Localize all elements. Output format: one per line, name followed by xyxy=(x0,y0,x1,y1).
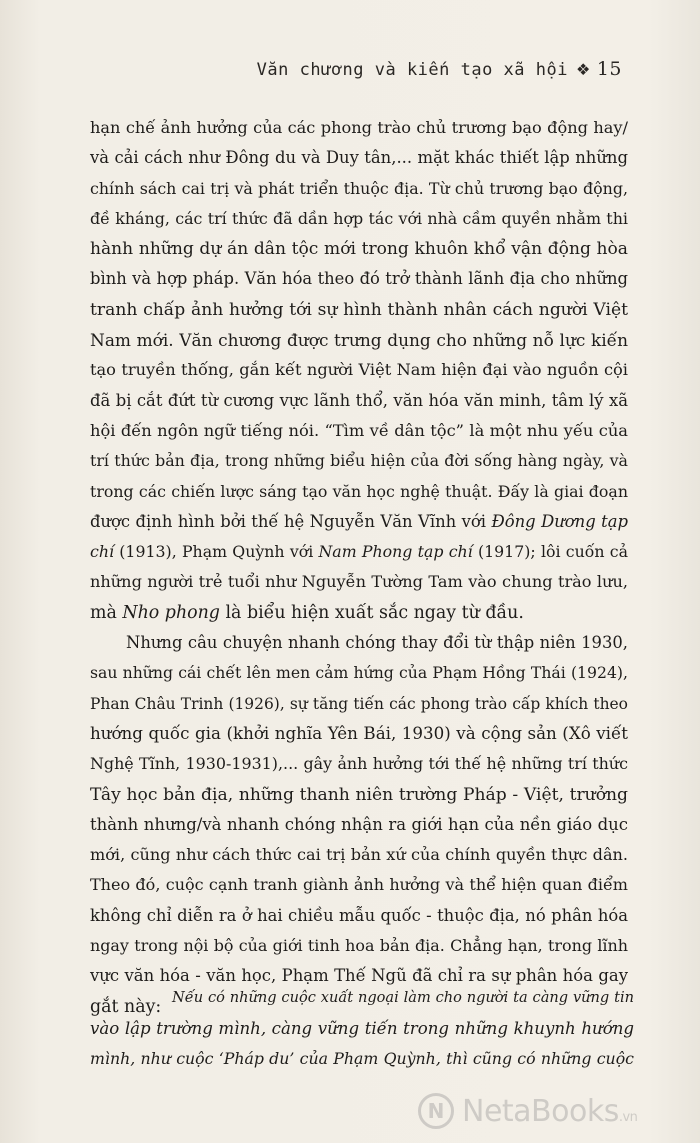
text-line xyxy=(90,416,628,446)
page-number: 15 xyxy=(596,58,622,80)
text-run: hạn chế ảnh hưởng của các phong trào chủ trương bạo động hay/ xyxy=(90,118,628,137)
italic-title: Đông Dương tạp xyxy=(491,511,628,531)
text-line xyxy=(90,658,628,688)
text-line xyxy=(90,780,628,810)
text-line xyxy=(90,204,628,234)
text-run: đề kháng, các trí thức đã dần hợp tác với nhà cầm quyền nhằm thi xyxy=(90,208,628,228)
text-run: và cải cách như Đông du và Duy tân,... mặt khác thiết lập những xyxy=(90,148,628,168)
text-run: Nghệ Tĩnh, 1930-1931),... gây ảnh hưởng tới thế hệ những trí thức xyxy=(90,754,628,774)
text-line xyxy=(90,931,628,961)
block-quote xyxy=(90,983,634,1075)
text-line xyxy=(90,386,628,416)
text-run: (1917); lôi cuốn cả xyxy=(472,542,629,562)
text-run: hành những dự án dân tộc mới trong khuôn khổ vận động hòa xyxy=(90,239,628,260)
text-line xyxy=(90,264,628,294)
quote-line: Nếu có những cuộc xuất ngoại làm cho người ta càng vững tin xyxy=(172,989,634,1006)
text-run: được định hình bởi thế hệ Nguyễn Văn Vĩnh với xyxy=(90,511,492,531)
watermark-brand: NetaBooks xyxy=(462,1093,619,1129)
ornament-icon: ❖ xyxy=(575,60,591,79)
watermark-text xyxy=(462,1094,637,1129)
text-run: đã bị cắt đứt từ cương vực lãnh thổ, văn hóa văn minh, tâm lý xã xyxy=(90,390,628,410)
text-run: là biểu hiện xuất sắc ngay từ đầu. xyxy=(219,602,524,623)
watermark-suffix: .vn xyxy=(618,1109,638,1125)
text-line xyxy=(90,840,628,870)
netabooks-logo-icon: N xyxy=(418,1093,454,1129)
text-run: trong các chiến lược sáng tạo văn học nghệ thuật. Đấy là giai đoạn xyxy=(90,481,628,501)
text-line xyxy=(90,689,628,719)
watermark xyxy=(418,1089,637,1133)
text-run: Nam mới. Văn chương được trưng dụng cho những nỗ lực kiến xyxy=(90,330,628,351)
text-run: hướng quốc gia (khởi nghĩa Yên Bái, 1930) và cộng sản (Xô viết xyxy=(90,723,628,743)
text-line xyxy=(90,325,628,355)
text-line xyxy=(90,507,628,537)
text-line xyxy=(90,749,628,779)
text-line xyxy=(90,870,628,900)
text-run: không chỉ diễn ra ở hai chiều mẫu quốc - thuộc địa, nó phân hóa xyxy=(90,905,628,925)
text-run: Tây học bản địa, những thanh niên trường Pháp - Việt, trưởng xyxy=(90,784,628,805)
text-line xyxy=(90,234,628,264)
text-run: sau những cái chết lên men cảm hứng của Phạm Hồng Thái (1924), xyxy=(90,663,628,683)
text-run: (1913), Phạm Quỳnh với xyxy=(114,542,319,562)
text-run: mới, cũng như cách thức cai trị bản xứ của chính quyền thực dân. xyxy=(90,845,628,865)
text-run: tranh chấp ảnh hưởng tới sự hình thành nhân cách người Việt xyxy=(90,299,628,320)
text-line xyxy=(90,810,628,840)
text-line xyxy=(90,295,628,325)
text-line xyxy=(90,537,628,567)
text-line xyxy=(90,113,628,143)
text-run: tạo truyền thống, gắn kết người Việt Nam hiện đại vào nguồn cội xyxy=(90,360,628,380)
text-line xyxy=(90,628,628,658)
text-run: bình và hợp pháp. Văn hóa theo đó trở thành lãnh địa cho những xyxy=(90,269,628,289)
text-line xyxy=(90,901,628,931)
text-line xyxy=(90,446,628,476)
text-run: mà xyxy=(90,602,123,623)
text-line xyxy=(90,719,628,749)
text-run: trí thức bản địa, trong những biểu hiện của đời sống hàng ngày, và xyxy=(90,451,628,471)
text-run: Phan Châu Trinh (1926), sự tăng tiến các phong trào cấp khích theo xyxy=(90,694,628,713)
text-line xyxy=(90,143,628,173)
text-run: hội đến ngôn ngữ tiếng nói. “Tìm về dân tộc” là một nhu yếu của xyxy=(90,420,628,440)
quote-line: vào lập trường mình, càng vững tiến trong những khuynh hướng xyxy=(90,1018,634,1038)
italic-title: Nho phong xyxy=(122,602,220,623)
text-line xyxy=(90,598,628,628)
text-run: vực văn hóa - văn học, Phạm Thế Ngũ đã chỉ ra sự phân hóa gay xyxy=(90,966,628,986)
body-text xyxy=(90,113,628,1022)
text-run: chính sách cai trị và phát triển thuộc địa. Từ chủ trương bạo động, xyxy=(90,178,628,198)
text-line xyxy=(90,477,628,507)
quote-line: mình, như cuộc ‘Pháp du’ của Phạm Quỳnh, thì cũng có những cuộc xyxy=(90,1049,634,1068)
running-header xyxy=(257,58,622,80)
text-line xyxy=(90,174,628,204)
text-line xyxy=(90,355,628,385)
text-run: ngay trong nội bộ của giới tinh hoa bản địa. Chẳng hạn, trong lĩnh xyxy=(90,936,628,956)
text-run: thành nhưng/và nhanh chóng nhận ra giới hạn của nền giáo dục xyxy=(90,814,628,834)
chapter-title: Văn chương và kiến tạo xã hội xyxy=(256,60,568,80)
text-line xyxy=(90,567,628,597)
italic-title: Nam Phong tạp chí xyxy=(318,542,473,562)
text-run: những người trẻ tuổi như Nguyễn Tường Tam vào chung trào lưu, xyxy=(90,572,628,592)
italic-title: chí xyxy=(90,542,115,562)
text-run: Nhưng câu chuyện nhanh chóng thay đổi từ thập niên 1930, xyxy=(126,633,628,653)
text-run: Theo đó, cuộc cạnh tranh giành ảnh hưởng và thể hiện quan điểm xyxy=(90,875,628,895)
text-run: gắt này: xyxy=(90,996,162,1017)
